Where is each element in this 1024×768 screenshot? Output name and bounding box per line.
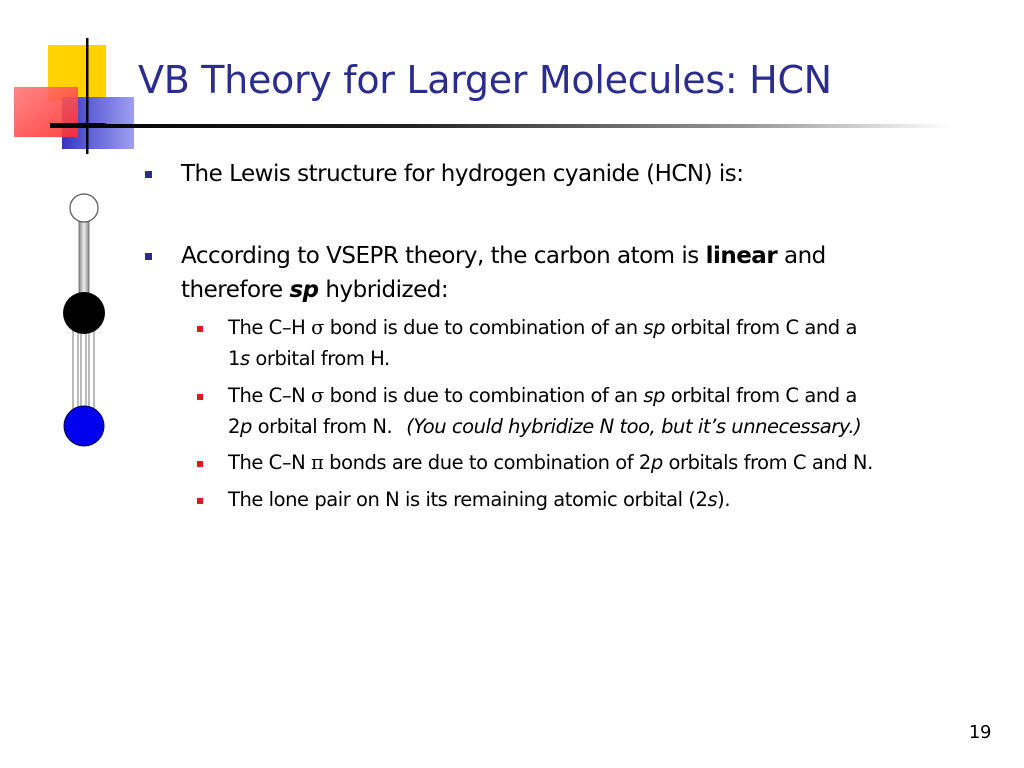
carbon-atom — [63, 292, 105, 334]
pi-symbol: π — [311, 451, 324, 474]
nitrogen-atom — [64, 406, 104, 446]
bullet-text: and — [777, 243, 826, 269]
sigma-symbol: σ — [311, 316, 324, 339]
text: The C–H — [228, 316, 312, 339]
sub-bullet-ch-sigma — [228, 312, 857, 343]
p-italic: p — [239, 415, 252, 438]
bullet-text: hybridized: — [318, 277, 449, 303]
bullet-text: therefore — [181, 277, 290, 303]
text: The C–N — [228, 451, 312, 474]
emphasis-linear: linear — [705, 243, 778, 269]
slide-title: VB Theory for Larger Molecules: HCN — [138, 58, 832, 102]
text: The C–N — [228, 384, 312, 407]
text: ). — [717, 488, 731, 511]
text: orbital from C and a — [665, 316, 857, 339]
sub-bullet-ch-sigma-continued — [228, 343, 390, 374]
sigma-symbol: σ — [311, 384, 324, 407]
sp-italic: sp — [643, 384, 665, 407]
s-italic: s — [707, 488, 718, 511]
text: bond is due to combination of an — [323, 316, 644, 339]
text: The lone pair on N is its remaining atomic orbital (2 — [228, 488, 708, 511]
text: orbital from C and a — [664, 384, 857, 407]
text: orbitals from C and N. — [662, 451, 873, 474]
emphasis-sp: sp — [289, 277, 319, 303]
bullet-marker — [145, 253, 152, 260]
bullet-text: According to VSEPR theory, the carbon atom is — [181, 243, 706, 269]
sub-bullet-marker — [197, 461, 203, 467]
hydrogen-atom — [70, 194, 98, 222]
bullet-text: The Lewis structure for hydrogen cyanide (HCN) is: — [181, 161, 744, 187]
hybridize-note: (You could hybridize N too, but it’s unnecessary.) — [406, 415, 862, 438]
page-number: 19 — [968, 722, 991, 743]
bullet-vsepr — [181, 239, 826, 273]
sub-bullet-marker — [197, 498, 203, 504]
sub-bullet-cn-sigma-continued — [228, 411, 861, 442]
bullet-vsepr-continued — [181, 273, 448, 307]
hcn-molecule-model-icon — [55, 188, 115, 448]
sub-bullet-lone-pair — [228, 484, 730, 515]
s-italic: s — [239, 347, 250, 370]
text: 2 — [228, 415, 240, 438]
sp-italic: sp — [643, 316, 666, 339]
text: 1 — [228, 347, 240, 370]
text: orbital from N. — [251, 415, 393, 438]
sub-bullet-cn-pi — [228, 447, 873, 478]
text: orbital from H. — [249, 347, 390, 370]
text: bond is due to combination of an — [323, 384, 644, 407]
title-divider — [50, 124, 950, 128]
text: bonds are due to combination of 2 — [323, 451, 651, 474]
sub-bullet-marker — [197, 394, 203, 400]
p-italic: p — [650, 451, 663, 474]
sub-bullet-marker — [197, 326, 203, 332]
bullet-lewis-structure — [181, 157, 744, 191]
bullet-marker — [145, 171, 152, 178]
sub-bullet-cn-sigma — [228, 380, 857, 411]
